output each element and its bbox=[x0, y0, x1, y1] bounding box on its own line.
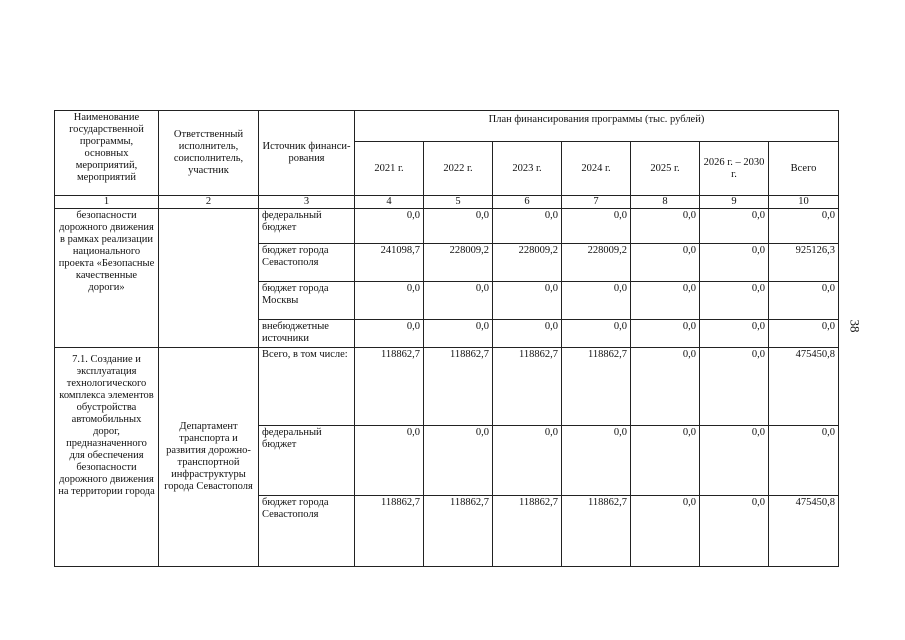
header-year-2024: 2024 г. bbox=[562, 142, 631, 196]
financing-table bbox=[54, 110, 839, 567]
header-year-2021: 2021 г. bbox=[355, 142, 424, 196]
value-cell: 475450,8 bbox=[769, 348, 839, 426]
value-cell: 118862,7 bbox=[424, 496, 493, 567]
value-cell: 0,0 bbox=[355, 426, 424, 496]
value-cell: 118862,7 bbox=[493, 348, 562, 426]
value-cell: 0,0 bbox=[631, 348, 700, 426]
value-cell: 118862,7 bbox=[562, 496, 631, 567]
value-cell: 925126,3 bbox=[769, 244, 839, 282]
value-cell: 0,0 bbox=[424, 320, 493, 348]
header-year-2025: 2025 г. bbox=[631, 142, 700, 196]
header-plan: План финансирования программы (тыс. рублей) bbox=[355, 111, 839, 142]
source-cell: федеральный бюджет bbox=[259, 209, 355, 244]
header-year-2022: 2022 г. bbox=[424, 142, 493, 196]
header-year-2023: 2023 г. bbox=[493, 142, 562, 196]
col-num-3: 3 bbox=[259, 196, 355, 209]
value-cell: 0,0 bbox=[562, 282, 631, 320]
value-cell: 0,0 bbox=[562, 320, 631, 348]
value-cell: 0,0 bbox=[700, 496, 769, 567]
value-cell: 0,0 bbox=[493, 209, 562, 244]
value-cell: 0,0 bbox=[700, 244, 769, 282]
col-num-9: 9 bbox=[700, 196, 769, 209]
value-cell: 241098,7 bbox=[355, 244, 424, 282]
value-cell: 0,0 bbox=[700, 320, 769, 348]
value-cell: 475450,8 bbox=[769, 496, 839, 567]
value-cell: 0,0 bbox=[700, 209, 769, 244]
value-cell: 0,0 bbox=[631, 209, 700, 244]
column-numbers-row bbox=[55, 196, 839, 209]
value-cell: 0,0 bbox=[562, 209, 631, 244]
value-cell: 0,0 bbox=[631, 496, 700, 567]
value-cell: 0,0 bbox=[769, 282, 839, 320]
header-executor: Ответственный исполнитель, соисполнитель, участник bbox=[159, 111, 259, 196]
col-num-6: 6 bbox=[493, 196, 562, 209]
value-cell: 0,0 bbox=[424, 209, 493, 244]
col-num-10: 10 bbox=[769, 196, 839, 209]
value-cell: 0,0 bbox=[493, 426, 562, 496]
value-cell: 0,0 bbox=[769, 209, 839, 244]
value-cell: 0,0 bbox=[769, 426, 839, 496]
executor-cell: Департамент транспорта и развития дорожно-транспортной инфраструктуры города Севастополя bbox=[159, 348, 259, 567]
value-cell: 0,0 bbox=[424, 282, 493, 320]
header-year-2026-2030: 2026 г. – 2030 г. bbox=[700, 142, 769, 196]
executor-cell bbox=[159, 209, 259, 348]
value-cell: 0,0 bbox=[631, 244, 700, 282]
value-cell: 228009,2 bbox=[424, 244, 493, 282]
table-row bbox=[55, 209, 839, 244]
value-cell: 0,0 bbox=[424, 426, 493, 496]
value-cell: 118862,7 bbox=[562, 348, 631, 426]
table-row bbox=[55, 348, 839, 426]
header-total: Всего bbox=[769, 142, 839, 196]
source-cell: федеральный бюджет bbox=[259, 426, 355, 496]
col-num-2: 2 bbox=[159, 196, 259, 209]
source-cell: бюджет города Москвы bbox=[259, 282, 355, 320]
col-num-1: 1 bbox=[55, 196, 159, 209]
value-cell: 0,0 bbox=[631, 282, 700, 320]
value-cell: 228009,2 bbox=[493, 244, 562, 282]
col-num-5: 5 bbox=[424, 196, 493, 209]
value-cell: 0,0 bbox=[493, 320, 562, 348]
value-cell: 0,0 bbox=[769, 320, 839, 348]
value-cell: 0,0 bbox=[700, 282, 769, 320]
value-cell: 0,0 bbox=[700, 426, 769, 496]
value-cell: 0,0 bbox=[700, 348, 769, 426]
value-cell: 0,0 bbox=[355, 320, 424, 348]
source-cell: бюджет города Севастополя bbox=[259, 244, 355, 282]
col-num-4: 4 bbox=[355, 196, 424, 209]
value-cell: 228009,2 bbox=[562, 244, 631, 282]
value-cell: 0,0 bbox=[631, 426, 700, 496]
header-source: Источник финанси-рования bbox=[259, 111, 355, 196]
value-cell: 0,0 bbox=[355, 282, 424, 320]
program-name-cell: 7.1. Создание и эксплуатация технологического комплекса элементов обустройства автомобильных дорог, предназначенного для обеспечения безопасности дорожного движения на территории города bbox=[55, 348, 159, 567]
value-cell: 118862,7 bbox=[355, 348, 424, 426]
source-cell: бюджет города Севастополя bbox=[259, 496, 355, 567]
value-cell: 118862,7 bbox=[493, 496, 562, 567]
value-cell: 0,0 bbox=[493, 282, 562, 320]
value-cell: 0,0 bbox=[631, 320, 700, 348]
page-number: 38 bbox=[847, 319, 863, 333]
source-cell: Всего, в том числе: bbox=[259, 348, 355, 426]
col-num-8: 8 bbox=[631, 196, 700, 209]
header-program: Наименование государственной программы, основных мероприятий, мероприятий bbox=[55, 111, 159, 196]
value-cell: 118862,7 bbox=[424, 348, 493, 426]
col-num-7: 7 bbox=[562, 196, 631, 209]
value-cell: 0,0 bbox=[355, 209, 424, 244]
program-name-cell: безопасности дорожного движения в рамках реализации национального проекта «Безопасные качественные дороги» bbox=[55, 209, 159, 348]
value-cell: 118862,7 bbox=[355, 496, 424, 567]
value-cell: 0,0 bbox=[562, 426, 631, 496]
source-cell: внебюджетные источники bbox=[259, 320, 355, 348]
